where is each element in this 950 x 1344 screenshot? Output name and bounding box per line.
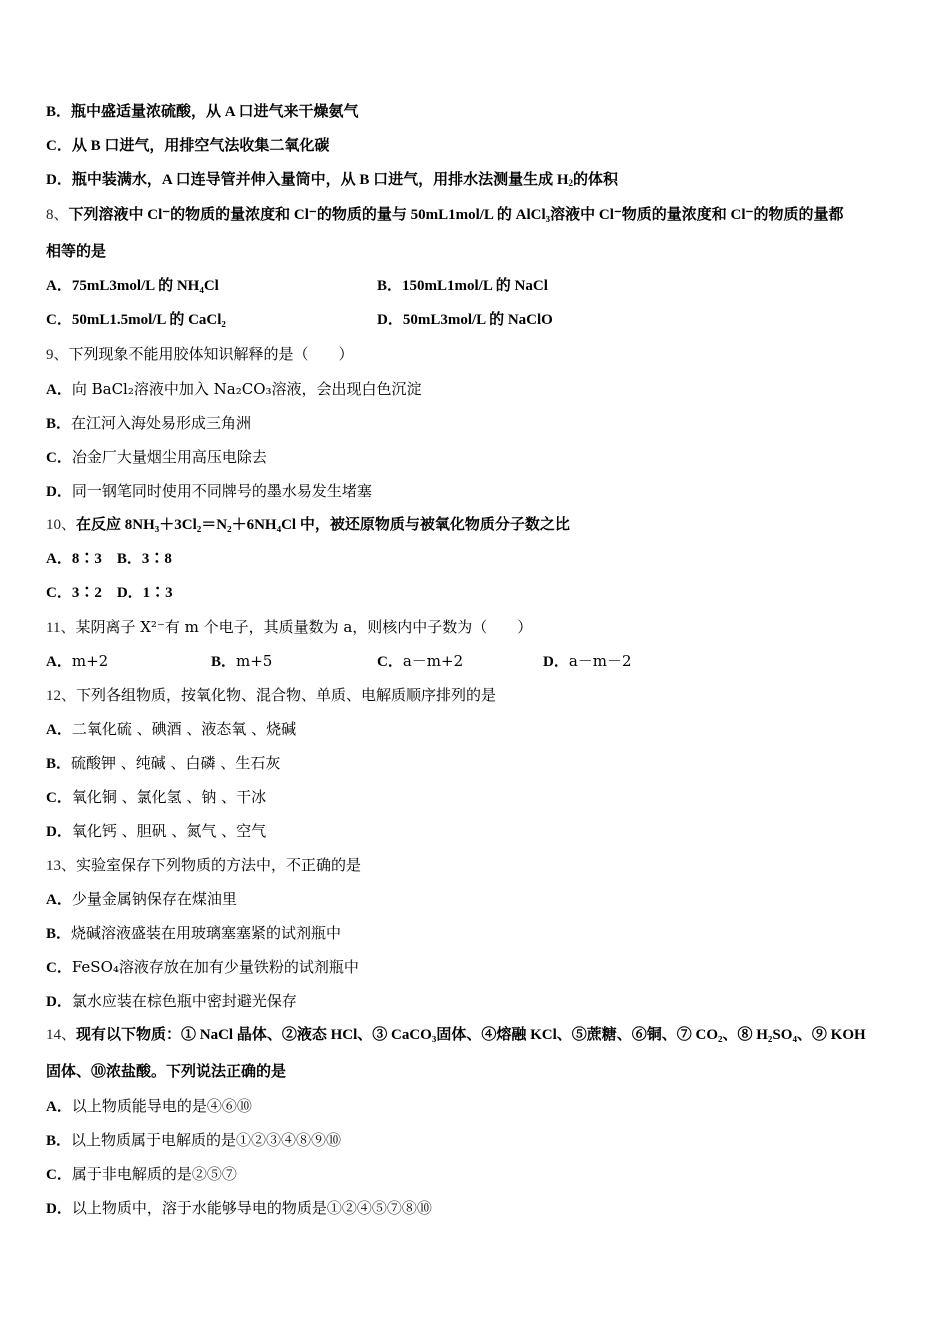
option-text: 150mL1mol/L 的 NaCl	[402, 278, 548, 294]
question-number: 8、	[46, 207, 69, 223]
option-label: D．	[543, 654, 569, 670]
option-label: A．	[46, 278, 72, 294]
q8-stem-cont	[46, 242, 106, 262]
option-text: a－m+2	[402, 652, 464, 670]
q12-option-b	[46, 753, 280, 774]
q14-option-d	[46, 1198, 432, 1219]
option-text: 瓶中盛适量浓硫酸，从 A 口进气来干燥氨气	[71, 104, 359, 120]
question-stem: 固体、⑩浓盐酸。下列说法正确的是	[46, 1064, 287, 1080]
option-text: 氧化铜 、氯化氢 、钠 、干冰	[71, 788, 267, 806]
q10-options-row1	[46, 549, 172, 569]
q13-option-c	[46, 957, 359, 978]
option-text: 同一钢笔同时使用不同牌号的墨水易发生堵塞	[71, 482, 372, 500]
question-stem: 在反应 8NH₃＋3Cl₂＝N₂＋6NH₄Cl 中，被还原物质与被氧化物质分子数之比	[76, 517, 570, 533]
q8-option-a	[46, 278, 219, 294]
options-text: A．8∶3 B．3∶8	[46, 551, 172, 567]
option-text: 氯水应装在棕色瓶中密封避光保存	[71, 992, 297, 1010]
q11-option-b	[211, 651, 272, 672]
option-text: 少量金属钠保存在煤油里	[71, 890, 237, 908]
q12-option-d	[46, 821, 266, 842]
option-label: B．	[377, 278, 403, 294]
q8-options-row1	[46, 276, 548, 296]
options-text: C．3∶2 D．1∶3	[46, 585, 173, 601]
option-text: 以上物质中，溶于水能够导电的物质是①②④⑤⑦⑧⑩	[71, 1199, 432, 1217]
option-label: A．	[46, 382, 72, 398]
option-label: C．	[46, 138, 72, 154]
option-text: 瓶中装满水，A 口连导管并伸入量筒中，从 B 口进气，用排水法测量生成 H	[71, 172, 569, 188]
option-label: D．	[46, 994, 72, 1010]
option-text: 以上物质属于电解质的是①②③④⑧⑨⑩	[71, 1131, 342, 1149]
q8-stem	[46, 205, 843, 225]
q11-option-a	[46, 652, 108, 670]
subscript: 2	[568, 178, 574, 188]
q9-option-c	[46, 447, 267, 468]
question-stem: 相等的是	[46, 244, 107, 260]
option-text: 冶金厂大量烟尘用高压电除去	[71, 448, 267, 466]
option-text: 二氧化硫 、碘酒 、液态氧 、烧碱	[71, 720, 297, 738]
q14-stem-cont	[46, 1062, 286, 1082]
q10-stem	[46, 515, 570, 535]
option-label: C．	[46, 790, 72, 806]
question-number: 10、	[46, 517, 77, 533]
q11-options-row	[46, 651, 632, 672]
q8-options-row2	[46, 310, 553, 330]
q13-stem	[46, 855, 361, 876]
q11-option-c	[377, 651, 463, 672]
option-label: D．	[46, 1201, 72, 1217]
q13-option-d	[46, 991, 297, 1012]
option-text: 向 BaCl₂溶液中加入 Na₂CO₃溶液，会出现白色沉淀	[71, 380, 422, 398]
option-text: m+5	[236, 652, 273, 670]
q7-option-c	[46, 136, 329, 156]
option-label: A．	[46, 892, 72, 908]
q8-option-d	[377, 310, 553, 330]
option-label: B．	[211, 654, 237, 670]
q9-option-a	[46, 379, 422, 400]
option-label: A．	[46, 654, 72, 670]
question-stem: 下列现象不能用胶体知识解释的是（ ）	[68, 345, 354, 363]
q12-option-a	[46, 719, 296, 740]
q13-option-b	[46, 923, 341, 944]
q10-options-row2	[46, 583, 173, 603]
option-text: 的体积	[573, 172, 619, 188]
q14-option-b	[46, 1130, 341, 1151]
q7-option-b	[46, 102, 359, 122]
option-text: 以上物质能导电的是④⑥⑩	[71, 1097, 252, 1115]
option-text: a－m－2	[568, 652, 632, 670]
option-label: C．	[377, 654, 403, 670]
q14-option-a	[46, 1096, 252, 1117]
option-label: A．	[46, 1099, 72, 1115]
q9-option-b	[46, 413, 251, 434]
option-label: B．	[46, 926, 72, 942]
option-label: B．	[46, 416, 72, 432]
q11-stem	[46, 617, 532, 638]
option-text: FeSO₄溶液存放在加有少量铁粉的试剂瓶中	[71, 958, 359, 976]
option-text: 氧化钙 、胆矾 、氮气 、空气	[71, 822, 267, 840]
question-stem: 下列溶液中 Cl⁻的物质的量浓度和 Cl⁻的物质的量与 50mL1mol/L 的 AlCl₃溶液中 Cl⁻物质的量浓度和 Cl⁻的物质的量都	[68, 207, 844, 223]
q12-option-c	[46, 787, 266, 808]
option-text: 在江河入海处易形成三角洲	[71, 414, 252, 432]
q13-option-a	[46, 889, 237, 910]
option-text: 烧碱溶液盛装在用玻璃塞塞紧的试剂瓶中	[71, 924, 342, 942]
q7-option-d	[46, 170, 618, 190]
option-label: C．	[46, 450, 72, 466]
option-text: m+2	[71, 652, 109, 670]
question-stem: 现有以下物质：① NaCl 晶体、②液态 HCl、③ CaCO₃固体、④熔融 KCl、⑤蔗糖、⑥铜、⑦ CO₂、⑧ H₂SO₄、⑨ KOH	[76, 1027, 866, 1043]
q14-stem	[46, 1025, 866, 1045]
question-stem: 某阴离子 X²⁻有 m 个电子，其质量数为 a，则核内中子数为（ ）	[75, 618, 533, 636]
option-text: 75mL3mol/L 的 NH₄Cl	[71, 278, 219, 294]
question-number: 9、	[46, 347, 69, 363]
q9-stem	[46, 344, 354, 365]
option-text: 硫酸钾 、纯碱 、白磷 、生石灰	[71, 754, 281, 772]
option-text: 50mL1.5mol/L 的 CaCl₂	[71, 312, 226, 328]
option-label: B．	[46, 104, 72, 120]
option-label: C．	[46, 1167, 72, 1183]
option-label: B．	[46, 756, 72, 772]
question-number: 12、	[46, 688, 77, 704]
question-number: 14、	[46, 1027, 77, 1043]
q12-stem	[46, 685, 496, 706]
option-label: B．	[46, 1133, 72, 1149]
option-label: D．	[46, 824, 72, 840]
q9-option-d	[46, 481, 372, 502]
option-label: D．	[377, 312, 403, 328]
question-number: 11、	[46, 620, 76, 636]
question-number: 13、	[46, 858, 77, 874]
option-label: D．	[46, 172, 72, 188]
option-label: C．	[46, 960, 72, 976]
q11-option-d	[543, 651, 632, 672]
question-stem: 实验室保存下列物质的方法中，不正确的是	[76, 856, 362, 874]
option-text: 从 B 口进气，用排空气法收集二氧化碳	[71, 138, 330, 154]
q8-option-b	[377, 276, 548, 296]
option-text: 50mL3mol/L 的 NaClO	[402, 312, 553, 328]
option-label: A．	[46, 722, 72, 738]
q14-option-c	[46, 1164, 237, 1185]
option-label: C．	[46, 312, 72, 328]
q8-option-c	[46, 312, 226, 328]
question-stem: 下列各组物质，按氧化物、混合物、单质、电解质顺序排列的是	[76, 686, 497, 704]
option-label: D．	[46, 484, 72, 500]
option-text: 属于非电解质的是②⑤⑦	[71, 1165, 237, 1183]
